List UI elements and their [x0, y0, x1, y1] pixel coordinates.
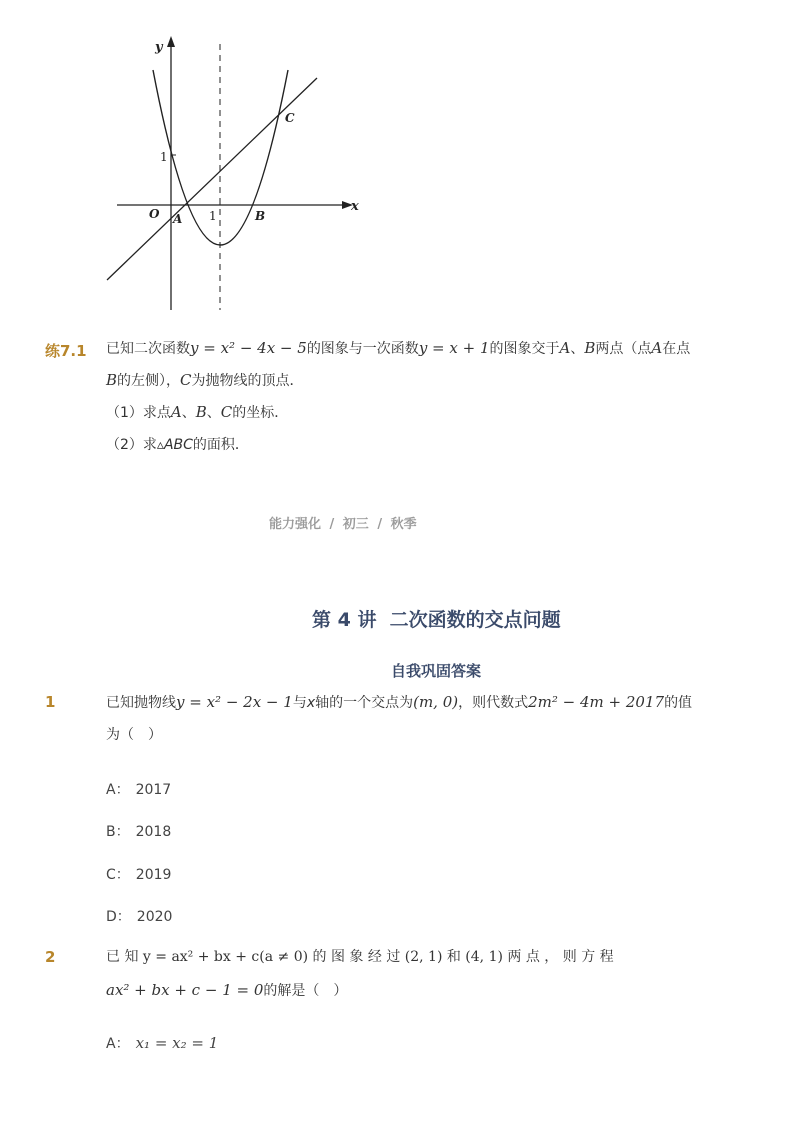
q1-text: 已知抛物线: [106, 695, 176, 711]
q1-parabola-equation: y = x² − 2x − 1: [176, 693, 293, 711]
origin-label: O: [149, 207, 160, 221]
practice-text: 在点: [662, 341, 691, 357]
section-title: 自我巩固答案: [391, 662, 482, 680]
question-2-line-2: [106, 974, 347, 1007]
point-c: C: [220, 403, 233, 421]
q1-option-d[interactable]: [106, 906, 172, 926]
option-value: 2018: [135, 824, 172, 840]
point-c-label: C: [285, 111, 295, 125]
question-2-number: 2: [45, 948, 56, 966]
point-a: A: [651, 339, 663, 357]
point-b: B: [106, 371, 118, 389]
question-1-line-2: 为（ ）: [106, 727, 162, 743]
q1-point: (m, 0): [413, 693, 459, 711]
y-tick-label: 1: [160, 150, 168, 164]
function-graph: [95, 30, 375, 320]
option-label: C：: [106, 867, 130, 883]
page-footer: 能力强化 / 初三 / 秋季: [269, 517, 417, 532]
q1-suffix: 的坐标．: [232, 405, 289, 421]
option-label: A：: [106, 782, 130, 798]
q1-text: 与: [292, 695, 307, 711]
point-a-label: A: [173, 212, 183, 226]
separator: 、: [181, 405, 196, 421]
option-value: 2019: [135, 867, 172, 883]
linear-function-line: [107, 78, 317, 280]
q2-text: 的解是（ ）: [263, 983, 348, 999]
practice-text: 已知二次函数: [106, 341, 190, 357]
q1-option-a[interactable]: [106, 779, 171, 799]
q1-expression: 2m² − 4m + 2017: [528, 693, 665, 711]
practice-text: 的图象交于: [489, 341, 560, 357]
q1-text: ，则代数式: [458, 695, 529, 711]
practice-text: 的图象与一次函数: [306, 341, 419, 357]
practice-text: 两点（点: [595, 341, 652, 357]
point-b: B: [584, 339, 596, 357]
q1-prefix: （1）求点: [106, 405, 171, 421]
option-value: 2017: [135, 782, 172, 798]
practice-line-1: [106, 332, 726, 365]
q1-option-c[interactable]: [106, 864, 171, 884]
q2-suffix: 的面积．: [192, 437, 249, 453]
q1-text: 轴的一个交点为: [315, 695, 414, 711]
point-a: A: [559, 339, 571, 357]
question-2-line-1: 已 知 y = ax² + bx + c(a ≠ 0) 的 图 象 经 过 (2, 1) 和 (4, 1) 两 点 ， 则 方 程: [106, 949, 614, 965]
practice-question-2: [106, 429, 249, 461]
q2-equation: ax² + bx + c − 1 = 0: [106, 981, 264, 999]
question-1-line-1: [106, 686, 692, 719]
option-label: B：: [106, 824, 130, 840]
point-c: C: [180, 371, 192, 389]
x-axis-label: x: [351, 199, 359, 214]
point-b: B: [195, 403, 207, 421]
option-label: A：: [106, 1036, 130, 1052]
y-axis-arrow: [167, 36, 175, 47]
q1-text: 的值: [664, 695, 693, 711]
q1-x-variable: x: [306, 695, 316, 711]
y-axis-label: y: [155, 40, 163, 55]
separator: 、: [570, 341, 585, 357]
point-a: A: [170, 403, 182, 421]
practice-text: 为抛物线的顶点．: [191, 373, 304, 389]
q2-option-a[interactable]: [106, 1033, 218, 1053]
linear-equation: y = x + 1: [418, 339, 490, 357]
option-value: x₁ = x₂ = 1: [135, 1034, 219, 1052]
separator: 、: [206, 405, 221, 421]
practice-line-2: [106, 364, 304, 397]
option-label: D：: [106, 909, 131, 925]
q1-option-b[interactable]: [106, 821, 171, 841]
triangle-abc: ABC: [163, 437, 193, 453]
lecture-title: 第 4 讲 二次函数的交点问题: [312, 609, 561, 631]
practice-question-1: [106, 396, 288, 429]
practice-number: 练7.1: [45, 342, 87, 360]
practice-text: 的左侧），: [117, 373, 181, 389]
point-b-label: B: [255, 209, 266, 223]
q2-prefix: （2）求▵: [106, 437, 164, 453]
x-tick-label: 1: [209, 209, 217, 223]
quadratic-equation: y = x² − 4x − 5: [190, 339, 307, 357]
question-1-number: 1: [45, 693, 56, 711]
option-value: 2020: [136, 909, 173, 925]
